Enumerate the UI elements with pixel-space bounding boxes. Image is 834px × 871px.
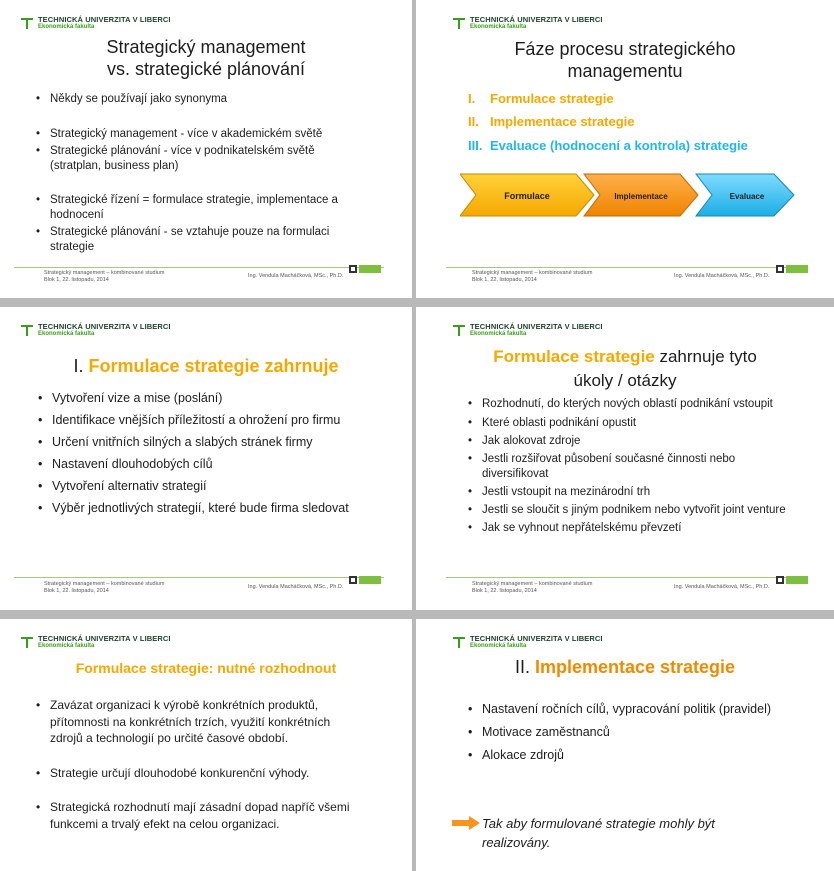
faculty-name: Ekonomická fakulta [470,24,527,30]
slide-title: Formulace strategie: nutné rozhodnout [75,660,337,676]
arrow-label-implementace: Implementace [614,192,668,201]
list-item: • Jak alokovat zdroje [466,434,796,449]
slide-4[interactable] [416,307,834,610]
list-item: • Strategický management - více v akademickém světě [34,127,364,142]
list-item: • Jak se vyhnout nepřátelskému převzetí [466,521,796,536]
list-item: • Zavázat organizaci k výrobě konkrétních produktů, přítomnosti na konkrétních trzích, využití konkrétních zdrojů a technologií po určité časové období. [34,697,364,747]
footer-logo-icon [349,576,357,584]
footer-green-bar [359,576,381,584]
tul-logo-icon [20,16,34,30]
phase-2: II. Implementace strategie [468,114,635,129]
bullet-list [34,92,364,255]
list-item: • Někdy se používají jako synonyma [34,92,364,107]
bullet-list [466,700,786,765]
list-item: • Které oblasti podnikání opustit [466,416,796,431]
slide-2[interactable] [416,0,834,298]
university-name: TECHNICKÁ UNIVERZITA V LIBERCI [470,634,603,643]
slide-1[interactable] [0,0,412,298]
list-item: • Strategická rozhodnutí mají zásadní dopad napříč všemi funkcemi a trvalý efekt na celou organizaci. [34,799,364,832]
slide-5[interactable] [0,619,412,871]
faculty-name: Ekonomická fakulta [38,331,95,337]
slide-title [416,345,834,393]
footer-course: Strategický management – kombinované studium Blok 1, 22. listopadu, 2014 [44,270,165,283]
faculty-name: Ekonomická fakulta [470,331,527,337]
title-line-1: Fáze procesu strategického [514,39,736,59]
tul-logo-icon [452,16,466,30]
footer-logo-icon [349,265,357,273]
footer-course: Strategický management – kombinované studium Blok 1, 22. listopadu, 2014 [472,270,593,283]
list-item: • Strategie určují dlouhodobé konkurenční výhody. [34,765,364,782]
tul-logo-icon [20,635,34,649]
title-line-2: vs. strategické plánování [106,59,306,79]
title-text: Formulace strategie zahrnuje [88,356,339,376]
title-text: Implementace strategie [534,657,736,677]
footer-divider [446,267,798,268]
university-name: TECHNICKÁ UNIVERZITA V LIBERCI [38,15,171,24]
list-item: • Alokace zdrojů [466,746,786,765]
title-line-2: managementu [567,61,683,81]
slide-title [0,355,412,377]
footer-author: Ing. Vendula Macháčková, MSc., Ph.D. [248,273,344,279]
title-highlight: Formulace strategie [493,347,655,366]
footer-course: Strategický management – kombinované studium Blok 1, 22. listopadu, 2014 [472,581,593,594]
footer-logo-icon [776,576,784,584]
slide-title [416,38,834,82]
title-line-2: úkoly / otázky [573,371,677,390]
footer-divider [14,267,384,268]
footer-logo-icon [776,265,784,273]
footer-green-bar [359,265,381,273]
title-rest: zahrnuje tyto [654,347,757,366]
footer-green-bar [786,265,808,273]
bullet-list [34,697,364,832]
footer-divider [14,577,384,578]
university-name: TECHNICKÁ UNIVERZITA V LIBERCI [38,322,171,331]
bullet-list [36,389,356,517]
arrow-right-icon [452,816,480,830]
list-item: • Nastavení ročních cílů, vypracování politik (pravidel) [466,700,786,719]
phase-1: I. Formulace strategie [468,91,614,106]
faculty-name: Ekonomická fakulta [38,643,95,649]
footer-green-bar [786,576,808,584]
phase-arrows [460,172,800,218]
tul-logo-icon [20,323,34,337]
university-name: TECHNICKÁ UNIVERZITA V LIBERCI [470,15,603,24]
list-item: • Vytvoření alternativ strategií [36,477,356,495]
footer-author: Ing. Vendula Macháčková, MSc., Ph.D. [674,584,770,590]
faculty-name: Ekonomická fakulta [470,643,527,649]
list-item: • Strategické řízení = formulace strategie, implementace a hodnocení [34,193,364,223]
list-item: • Vytvoření vize a mise (poslání) [36,389,356,407]
slide-title [0,36,412,80]
arrow-label-evaluace: Evaluace [729,192,765,201]
phase-3: III. Evaluace (hodnocení a kontrola) strategie [468,138,748,153]
slide-6[interactable] [416,619,834,871]
title-line-1: Strategický management [106,37,306,57]
slide-title [416,656,834,678]
footer-divider [446,577,798,578]
faculty-name: Ekonomická fakulta [38,24,95,30]
slide-3[interactable] [0,307,412,610]
list-item: • Jestli se sloučit s jiným podnikem nebo vytvořit joint venture [466,503,796,518]
university-name: TECHNICKÁ UNIVERZITA V LIBERCI [38,634,171,643]
footer-course: Strategický management – kombinované studium Blok 1, 22. listopadu, 2014 [44,581,165,594]
tul-logo-icon [452,323,466,337]
list-item: • Nastavení dlouhodobých cílů [36,455,356,473]
list-item: • Strategické plánování - více v podnikatelském světě (stratplan, business plan) [34,144,364,174]
list-item: • Výběr jednotlivých strategií, které bude firma sledovat [36,499,356,517]
arrow-label-formulace: Formulace [504,191,550,201]
note-text: Tak aby formulované strategie mohly být realizovány. [482,816,715,850]
university-name: TECHNICKÁ UNIVERZITA V LIBERCI [470,322,603,331]
title-number: I. [73,356,84,376]
list-item: • Identifikace vnějších příležitostí a ohrožení pro firmu [36,411,356,429]
list-item: • Motivace zaměstnanců [466,723,786,742]
title-number: II. [514,657,530,677]
list-item: • Rozhodnutí, do kterých nových oblastí podnikání vstoupit [466,397,796,412]
list-item: • Strategické plánování - se vztahuje pouze na formulaci strategie [34,225,364,255]
list-item: • Jestli vstoupit na mezinárodní trh [466,485,796,500]
list-item: • Určení vnitřních silných a slabých stránek firmy [36,433,356,451]
footer-author: Ing. Vendula Macháčková, MSc., Ph.D. [248,584,344,590]
tul-logo-icon [452,635,466,649]
bullet-list [466,397,796,536]
footer-author: Ing. Vendula Macháčková, MSc., Ph.D. [674,273,770,279]
list-item: • Jestli rozšiřovat působení současné činnosti nebo diversifikovat [466,452,796,482]
